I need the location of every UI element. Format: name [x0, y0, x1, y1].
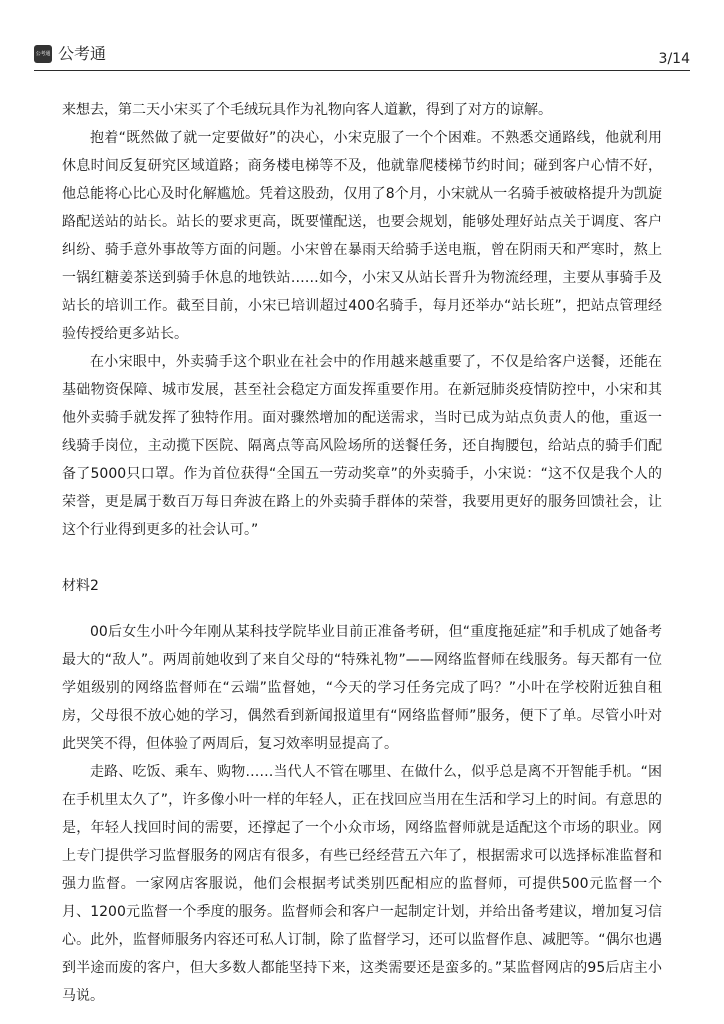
- paragraph: 00后女生小叶今年刚从某科技学院毕业目前正准备考研，但“重度拖延症”和手机成了她备考最大的“敌人”。两周前她收到了来自父母的“特殊礼物”——网络监督师在线服务。每天都有一位学姐级别的网络监督师在“云端”监督她，“今天的学习任务完成了吗？”小叶在学校附近独自租房，父母很不放心她的学习，偶然看到新闻报道里有“网络监督师”服务，便下了单。尽管小叶对此哭笑不得，但体验了两周后，复习效率明显提高了。: [62, 624, 662, 752]
- paragraph: 抱着“既然做了就一定要做好”的决心，小宋克服了一个个困难。不熟悉交通路线，他就利用休息时间反复研究区域道路；商务楼电梯等不及，他就靠爬楼梯节约时间；碰到客户心情不好，他总能将心比心及时化解尴尬。凭着这股劲，仅用了8个月，小宋就从一名骑手被破格提升为凯旋路配送站的站长。站长的要求更高，既要懂配送，也要会规划，能够处理好站点关于调度、客户纠纷、骑手意外事故等方面的问题。小宋曾在暴雨天给骑手送电瓶，曾在阴雨天和严寒时，熬上一锅红糖姜茶送到骑手休息的地铁站……如今，小宋又从站长晋升为物流经理，主要从事骑手及站长的培训工作。截至目前，小宋已培训超过400名骑手，每月还举办“站长班”，把站点管理经验传授给更多站长。: [62, 130, 662, 342]
- page-number: 3/14: [658, 51, 690, 67]
- brand-name: 公考通: [58, 44, 107, 63]
- document-body: [62, 96, 662, 1010]
- paragraph: 走路、吃饭、乘车、购物……当代人不管在哪里、在做什么，似乎总是离不开智能手机。“困在手机里太久了”，许多像小叶一样的年轻人，正在找回应当用在生活和学习上的时间。有意思的是，年轻人找回时间的需要，还撑起了一个小众市场，网络监督师就是适配这个市场的职业。网上专门提供学习监督服务的网店有很多，有些已经经营五六年了，根据需求可以选择标准监督和强力监督。一家网店客服说，他们会根据考试类别匹配相应的监督师，可提供500元监督一个月、1200元监督一个季度的服务。监督师会和客户一起制定计划，并给出备考建议，增加复习信心。此外，监督师服务内容还可私人订制，除了监督学习，还可以监督作息、减肥等。“偶尔也遇到半途而废的客户，但大多数人都能坚持下来，这类需要还是蛮多的。”某监督网店的95后店主小马说。: [62, 764, 662, 1004]
- section-title: 材料2: [62, 578, 99, 594]
- paragraph: 来想去，第二天小宋买了个毛绒玩具作为礼物向客人道歉，得到了对方的谅解。: [62, 102, 552, 118]
- paragraph: 在小宋眼中，外卖骑手这个职业在社会中的作用越来越重要了，不仅是给客户送餐，还能在基础物资保障、城市发展，甚至社会稳定方面发挥重要作用。在新冠肺炎疫情防控中，小宋和其他外卖骑手就发挥了独特作用。面对骤然增加的配送需求，当时已成为站点负责人的他，重返一线骑手岗位，主动揽下医院、隔离点等高风险场所的送餐任务，还自掏腰包，给站点的骑手们配备了5000只口罩。作为首位获得“全国五一劳动奖章”的外卖骑手，小宋说：“这不仅是我个人的荣誉，更是属于数百万每日奔波在路上的外卖骑手群体的荣誉，我要用更好的服务回馈社会，让这个行业得到更多的社会认可。”: [62, 354, 662, 538]
- spacer: [62, 544, 662, 572]
- page-header: [34, 44, 690, 71]
- brand-logo: 公考通: [34, 45, 52, 63]
- spacer: [62, 600, 662, 618]
